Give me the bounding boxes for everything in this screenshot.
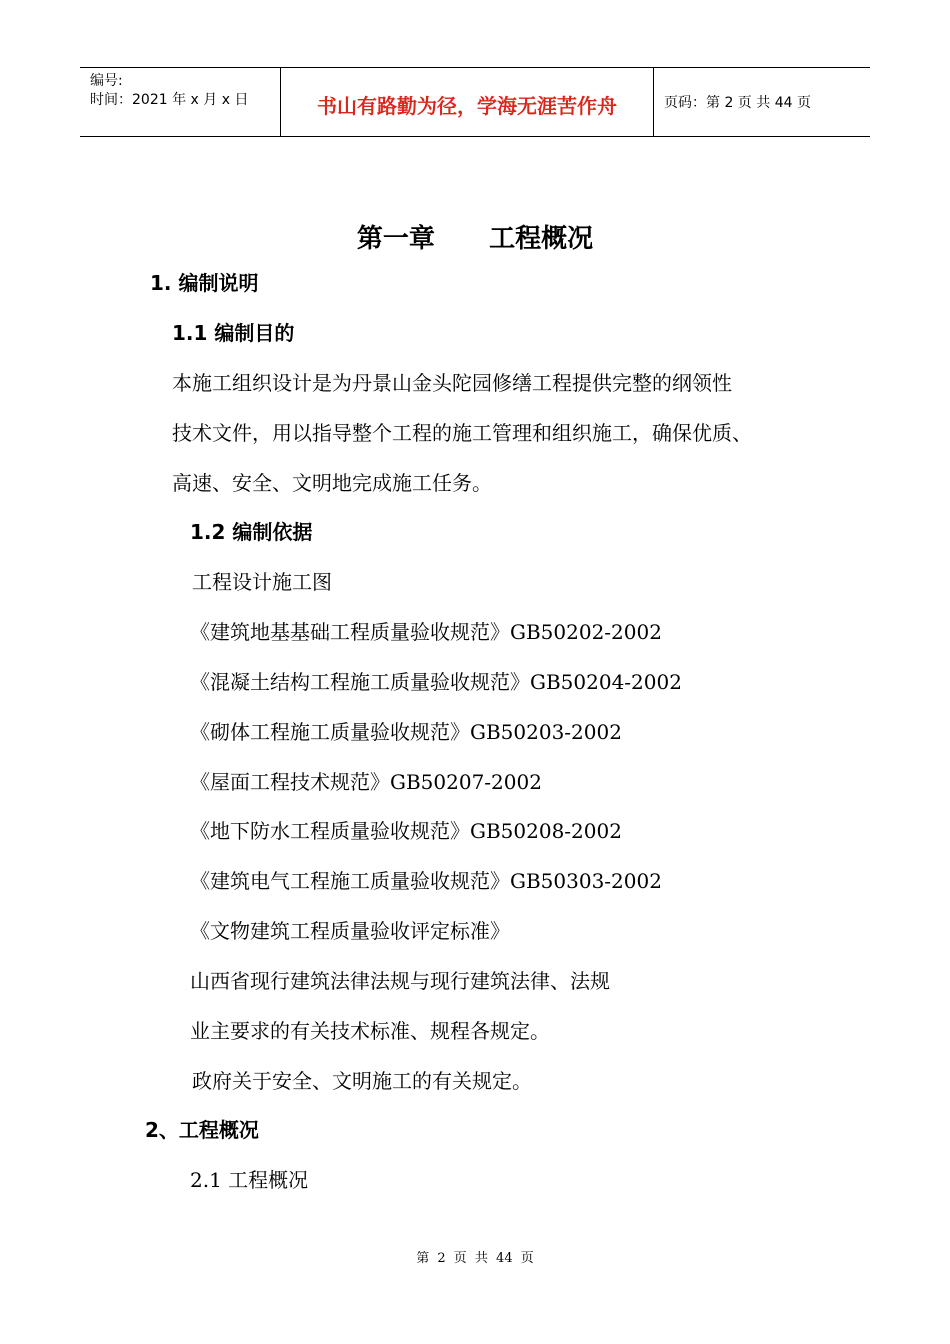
chapter-title: 第一章 工程概况 [356,224,594,254]
basis-item: 《砌体工程施工质量验收规范》GB50203-2002 [190,720,622,744]
basis-item: 《屋面工程技术规范》GB50207-2002 [190,770,542,794]
basis-item: 业主要求的有关技术标准、规程各规定。 [190,1019,550,1043]
header-meta-cell [80,68,281,136]
subsection-heading-2-1: 2.1 工程概况 [190,1168,309,1192]
paragraph-line: 本施工组织设计是为丹景山金头陀园修缮工程提供完整的纲领性 [172,371,732,395]
paragraph-line: 高速、安全、文明地完成施工任务。 [172,471,492,495]
basis-item: 《建筑电气工程施工质量验收规范》GB50303-2002 [190,869,662,893]
motto-text: 书山有路勤为径，学海无涯苦作舟 [317,94,617,118]
basis-item: 工程设计施工图 [192,570,332,594]
basis-item: 《建筑地基基础工程质量验收规范》GB50202-2002 [190,620,662,644]
number-label: 编号: [90,73,123,89]
section-heading-2: 2、工程概况 [145,1118,259,1142]
basis-item: 《地下防水工程质量验收规范》GB50208-2002 [190,819,622,843]
page-header [80,67,870,137]
section-heading-1: 1. 编制说明 [150,271,259,295]
page-info: 页码：第 2 页 共 44 页 [664,95,811,111]
basis-item: 《混凝土结构工程施工质量验收规范》GB50204-2002 [190,670,682,694]
time-label: 时间：2021 年 x 月 x 日 [90,92,249,108]
subsection-heading-1-1: 1.1 编制目的 [172,321,295,345]
header-motto-cell [281,68,654,136]
page-footer: 第 2 页 共 44 页 [416,1251,534,1266]
paragraph-line: 技术文件，用以指导整个工程的施工管理和组织施工，确保优质、 [172,421,752,445]
subsection-heading-1-2: 1.2 编制依据 [190,520,313,544]
header-page-cell [654,68,870,136]
basis-item: 政府关于安全、文明施工的有关规定。 [192,1069,532,1093]
basis-item: 《文物建筑工程质量验收评定标准》 [190,919,510,943]
basis-item: 山西省现行建筑法律法规与现行建筑法律、法规 [190,969,610,993]
